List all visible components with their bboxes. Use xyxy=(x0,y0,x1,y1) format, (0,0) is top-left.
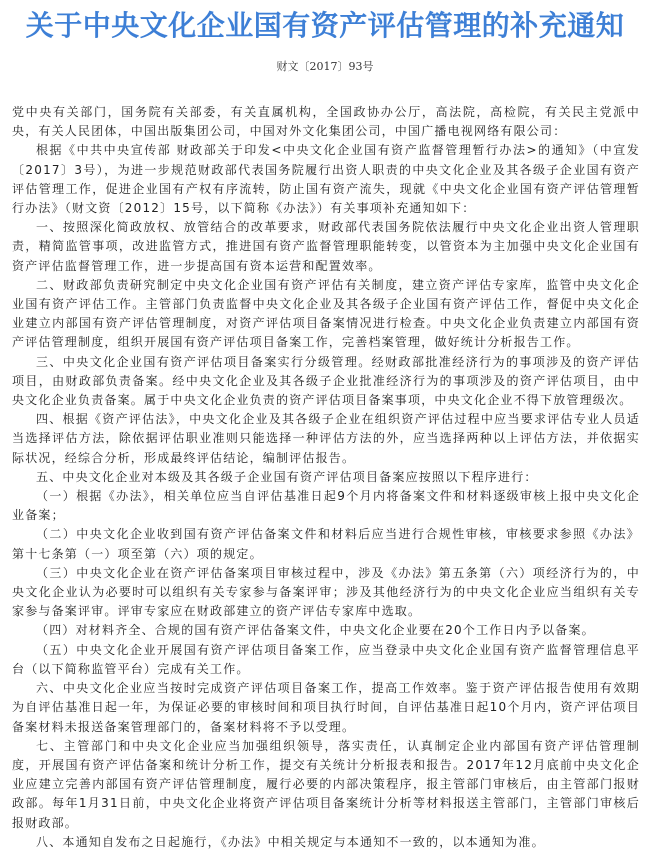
document-number: 财文〔2017〕93号 xyxy=(276,60,374,73)
body-paragraph: 三、中央文化企业国有资产评估项目备案实行分级管理。经财政部批准经济行为的事项涉及的资产评估项目，由财政部负责备案。经中央文化企业及其各级子企业批准经济行为的事项涉及的资产评估项目，由中央文化企业负责备案。属于中央文化企业负责的资产评估项目备案事项，中央文化企业不得下放管理级次。 xyxy=(12,354,640,408)
body-paragraph: 一、按照深化简政放权、放管结合的改革要求，财政部代表国务院依法履行中央文化企业出资人管理职责，精简监管事项，改进监管方式，推进国有资产监督管理职能转变，以管资本为主加强中央文化企业国有资产评估监督管理工作，进一步提高国有资本运营和配置效率。 xyxy=(12,220,640,273)
body-paragraph: 根据《中共中央宣传部 财政部关于印发<中央文化企业国有资产监督管理暂行办法>的通知》（中宣发〔2017〕3号），为进一步规范财政部代表国务院履行出资人职责的中央文化企业及其各级子企业国有资产评估管理工作，促进企业国有产权有序流转，防止国有资产流失，现就《中央文化企业国有资产评估管理暂行办法》（财文资〔2012〕15号，以下简称《办法》）有关事项补充通知如下： xyxy=(12,143,640,216)
addressee-paragraph: 党中央有关部门，国务院有关部委，有关直属机构，全国政协办公厅，高法院，高检院，有关民主党派中央，有关人民团体，中国出版集团公司，中国对外文化集团公司，中国广播电视网络有限公司： xyxy=(12,105,640,139)
body-paragraph: 五、中央文化企业对本级及其各级子企业国有资产评估项目备案应按照以下程序进行： xyxy=(36,469,538,484)
body-paragraph: （五）中央文化企业开展国有资产评估项目备案工作，应当登录中央文化企业国有资产监督管理信息平台（以下简称监管平台）完成有关工作。 xyxy=(12,642,640,676)
body-paragraph: 七、主管部门和中央文化企业应当加强组织领导，落实责任，认真制定企业内部国有资产评估管理制度，开展国有资产评估备案和统计分析工作，提交有关统计分析报表和报告。2017年12月底前中央文化企业应建立完善内部国有资产评估管理制度，履行必要的内部决策程序，报主管部门审核后，由主管部门报财政部。每年1月31日前，中央文化企业将资产评估项目备案统计分析等材料报送主管部门，主管部门审核后报财政部。 xyxy=(12,738,640,830)
body-paragraph: （四）对材料齐全、合规的国有资产评估备案文件，中央文化企业要在20个工作日内予以备案。 xyxy=(36,623,595,638)
body-paragraph: （一）根据《办法》，相关单位应当自评估基准日起9个月内将备案文件和材料逐级审核上报中央文化企业备案； xyxy=(12,489,640,523)
document-title: 关于中央文化企业国有资产评估管理的补充通知 xyxy=(25,9,625,42)
body-paragraph: （二）中央文化企业收到国有资产评估备案文件和材料后应当进行合规性审核，审核要求参照《办法》第十七条第（一）项至第（六）项的规定。 xyxy=(12,527,640,561)
body-paragraph: （三）中央文化企业在资产评估备案项目审核过程中，涉及《办法》第五条第（六）项经济行为的，中央文化企业认为必要时可以组织有关专家参与备案评审；涉及其他经济行为的中央文化企业应当组织有关专家参与备案评审。评审专家应在财政部建立的资产评估专家库中选取。 xyxy=(12,565,640,619)
body-paragraph: 八、本通知自发布之日起施行，《办法》中相关规定与本通知不一致的，以本通知为准。 xyxy=(36,834,545,849)
body-paragraph: 四、根据《资产评估法》，中央文化企业及其各级子企业在组织资产评估过程中应当要求评估专业人员适当选择评估方法，除依据评估职业准则只能选择一种评估方法的外，应当选择两种以上评估方法，并依据实际状况，经综合分析，形成最终评估结论，编制评估报告。 xyxy=(12,412,640,465)
body-paragraph: 二、财政部负责研究制定中央文化企业国有资产评估有关制度，建立资产评估专家库，监管中央文化企业国有资产评估工作。主管部门负责监督中央文化企业及其各级子企业国有资产评估工作，督促中央文化企业建立内部国有资产评估管理制度，对资产评估项目备案情况进行检查。中央文化企业负责建立内部国有资产评估管理制度，组织开展国有资产评估项目备案工作，完善档案管理，做好统计分析报告工作。 xyxy=(12,277,640,350)
body-paragraph: 六、中央文化企业应当按时完成资产评估项目备案工作，提高工作效率。鉴于资产评估报告使用有效期为自评估基准日起一年，为保证必要的审核时间和项目执行时间，自评估基准日起10个月内，资产评估项目备案材料未报送备案管理部门的，备案材料将不予以受理。 xyxy=(12,681,640,734)
document-body xyxy=(12,103,640,852)
